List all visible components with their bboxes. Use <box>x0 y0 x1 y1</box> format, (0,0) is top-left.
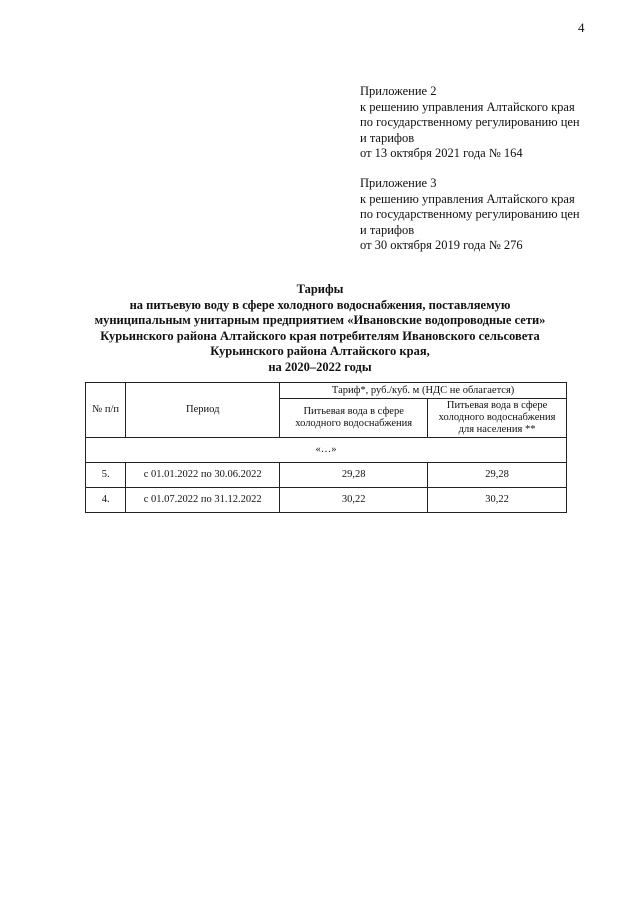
appendix-2-line: к решению управления Алтайского края <box>360 99 575 114</box>
appendix-3-line: по государственному регулированию цен <box>360 207 580 222</box>
title-line: Тарифы <box>296 282 344 296</box>
header-drinking-water-population: Питьевая вода в сфере холодного водоснабжения для населения ** <box>428 399 567 438</box>
row-period: с 01.07.2022 по 31.12.2022 <box>126 488 280 513</box>
appendix-2-line: по государственному регулированию цен <box>360 115 580 130</box>
appendix-2-block <box>360 84 580 162</box>
appendix-3-line: Приложение 3 <box>360 176 437 190</box>
header-drinking-water: Питьевая вода в сфере холодного водоснабжения <box>280 399 428 438</box>
ellipsis-row: «…» <box>86 438 567 463</box>
title-line: на питьевую воду в сфере холодного водоснабжения, поставляемую <box>129 297 511 312</box>
header-period: Период <box>126 383 280 438</box>
appendix-2-line: и тарифов <box>360 130 415 145</box>
row-tariff-b: 29,28 <box>428 463 567 488</box>
appendix-2-line: Приложение 2 <box>360 84 437 98</box>
title-line: на 2020–2022 годы <box>268 359 372 374</box>
page-number: 4 <box>578 20 585 35</box>
header-tariff-group: Тариф*, руб./куб. м (НДС не облагается) <box>280 383 567 399</box>
table-row <box>86 463 567 488</box>
tariff-table <box>85 382 567 513</box>
row-number: 5. <box>86 463 126 488</box>
document-title <box>60 282 580 376</box>
header-number: № п/п <box>86 383 126 438</box>
row-number: 4. <box>86 488 126 513</box>
row-period: с 01.01.2022 по 30.06.2022 <box>126 463 280 488</box>
row-tariff-a: 30,22 <box>280 488 428 513</box>
appendix-3-line: к решению управления Алтайского края <box>360 191 575 206</box>
row-tariff-b: 30,22 <box>428 488 567 513</box>
appendix-3-line: от 30 октября 2019 года № 276 <box>360 238 523 253</box>
appendix-3-block <box>360 176 580 254</box>
row-tariff-a: 29,28 <box>280 463 428 488</box>
appendix-3-line: и тарифов <box>360 222 415 237</box>
appendix-2-line: от 13 октября 2021 года № 164 <box>360 146 523 161</box>
title-line: муниципальным унитарным предприятием «Ивановские водопроводные сети» <box>94 313 546 328</box>
title-line: Курьинского района Алтайского края, <box>210 344 430 359</box>
title-line: Курьинского района Алтайского края потребителям Ивановского сельсовета <box>100 328 540 343</box>
table-row <box>86 488 567 513</box>
